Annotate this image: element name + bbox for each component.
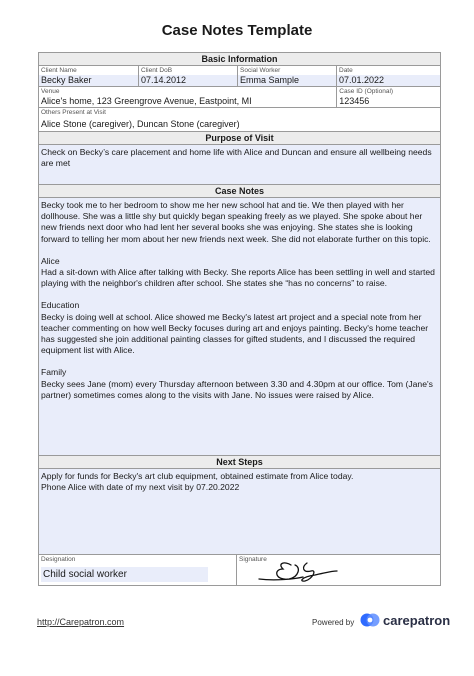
next-steps-heading: Next Steps xyxy=(39,456,440,469)
next-step-line: Phone Alice with date of my next visit by 07.20.2022 xyxy=(41,482,240,493)
date-field[interactable]: 07.01.2022 xyxy=(337,75,440,86)
social-worker-field[interactable]: Emma Sample xyxy=(238,75,336,86)
venue-label: Venue xyxy=(41,88,60,95)
carepatron-logo[interactable] xyxy=(360,612,450,628)
designation-field[interactable]: Child social worker xyxy=(41,567,208,582)
others-present-label: Others Present at Visit xyxy=(41,109,106,116)
case-notes-heading: Case Notes xyxy=(39,185,440,198)
signature-cell[interactable] xyxy=(237,555,440,585)
case-notes-paragraph: Education Becky is doing well at school. Alice showed me Becky's latest art project and a special note from her teacher commenting on how well Becky focuses during art and enjoys painting. Becky's home teacher has suggested she join additional painting classes for gifted students, and I discussed the required equipment list with Alice. xyxy=(41,300,429,356)
social-worker-cell xyxy=(238,66,337,86)
venue-cell xyxy=(39,87,337,107)
case-id-label: Case ID (Optional) xyxy=(339,88,394,95)
date-label: Date xyxy=(339,67,353,74)
case-notes-text-area[interactable] xyxy=(39,198,440,456)
carepatron-link[interactable]: http://Carepatron.com xyxy=(37,617,125,627)
powered-by-text: Powered by xyxy=(312,618,355,627)
page-title: Case Notes Template xyxy=(161,22,313,39)
case-notes-form xyxy=(38,52,441,586)
venue-row xyxy=(39,87,440,108)
purpose-text-area[interactable]: Check on Becky’s care placement and home life with Alice and Duncan and ensure all wellbeing needs are met xyxy=(39,145,440,185)
others-present-row xyxy=(39,108,440,132)
case-notes-paragraph: Family Becky sees Jane (mom) every Thursday afternoon between 3.30 and 4.30pm at our office. Tom (Jane's partner) sometimes comes along to the visits with Jane. No issues were raised by Alice. xyxy=(41,367,433,400)
client-name-cell xyxy=(39,66,139,86)
client-name-label: Client Name xyxy=(41,67,77,74)
case-notes-paragraph: Becky took me to her bedroom to show me her new school hat and tie. We then played with her dollhouse. She was a little shy but quickly began speaking freely as we played. She spoke about her new friends next door who had lent her several books she was enjoying. She states she is looking forward to telling her mom about her new friends next week. She did not elaborate further on this topic. xyxy=(41,200,431,244)
client-dob-label: Client DoB xyxy=(141,67,173,74)
others-present-field[interactable]: Alice Stone (caregiver), Duncan Stone (caregiver) xyxy=(39,118,440,131)
others-present-cell xyxy=(39,108,440,131)
date-cell xyxy=(337,66,440,86)
venue-field[interactable]: Alice's home, 123 Greengrove Avenue, Eastpoint, MI xyxy=(39,96,336,107)
social-worker-label: Social Worker xyxy=(240,67,281,74)
case-notes-paragraph: Alice Had a sit-down with Alice after talking with Becky. She reports Alice has been settling in well and started playing with the neighbor's children after school. She states she “has no concerns” to raise. xyxy=(41,255,435,289)
next-steps-text-area[interactable] xyxy=(39,469,440,555)
carepatron-logo-icon xyxy=(360,612,380,628)
handwritten-signature xyxy=(255,557,375,585)
client-dob-cell xyxy=(139,66,238,86)
case-id-field[interactable]: 123456 xyxy=(337,96,440,107)
carepatron-wordmark: carepatron xyxy=(383,612,451,628)
client-dob-field[interactable]: 07.14.2012 xyxy=(139,75,237,86)
designation-cell xyxy=(39,555,237,585)
next-step-line: Apply for funds for Becky's art club equipment, obtained estimate from Alice today. xyxy=(41,471,354,481)
basic-info-heading: Basic Information xyxy=(39,53,440,66)
case-id-cell xyxy=(337,87,440,107)
client-details-row xyxy=(39,66,440,87)
signoff-row xyxy=(39,555,440,585)
client-name-field[interactable]: Becky Baker xyxy=(39,75,138,86)
designation-label: Designation xyxy=(41,556,76,563)
signature-label: Signature xyxy=(239,556,267,563)
purpose-heading: Purpose of Visit xyxy=(39,132,440,145)
